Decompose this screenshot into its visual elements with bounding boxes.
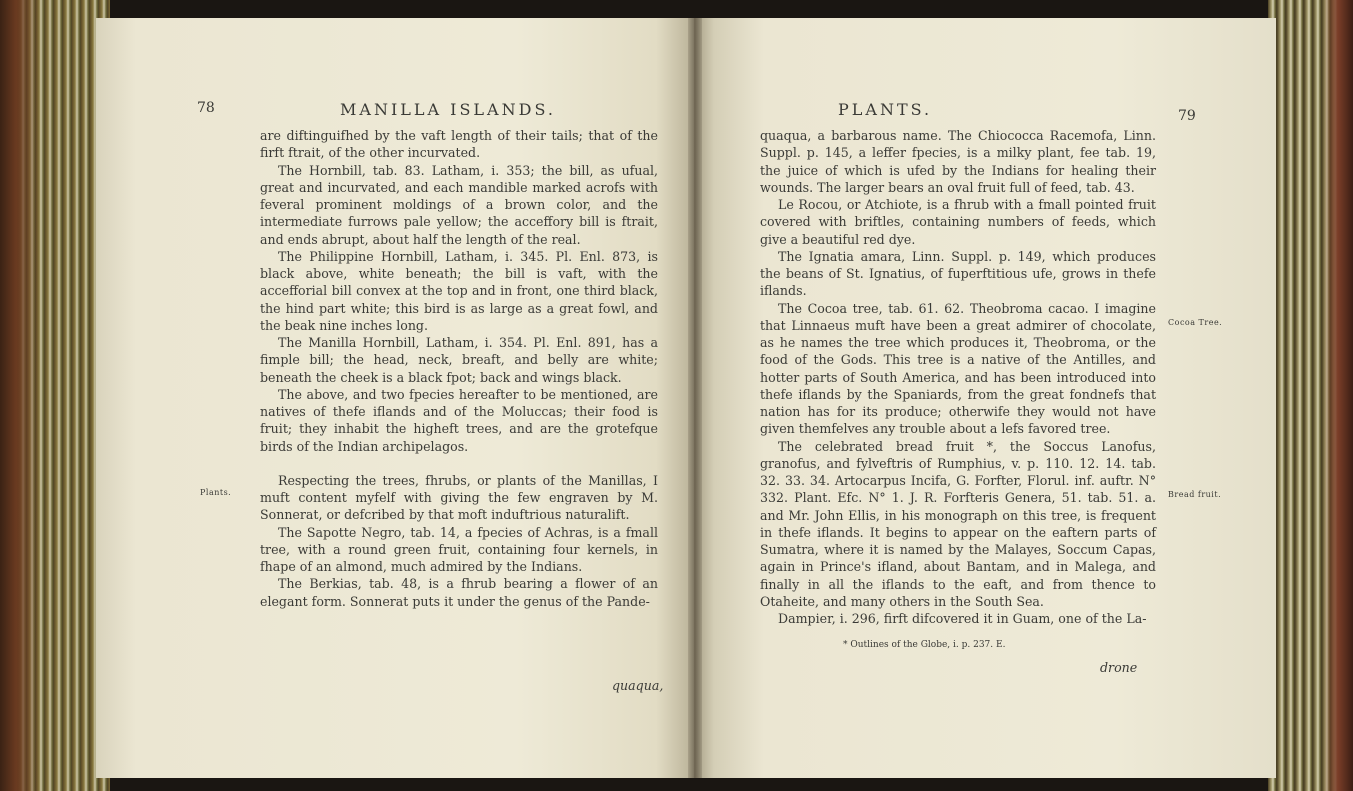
left-running-head: MANILLA ISLANDS. (340, 100, 556, 119)
paragraph: The Sapotte Negro, tab. 14, a fpecies of Achras, is a fmall tree, with a round green fruit, containing four kernels, in fhape of an almond, much admired by the Indians. (260, 524, 658, 574)
paragraph: The Cocoa tree, tab. 61. 62. Theobroma cacao. I imagine that Linnaeus muft have been a great admirer of chocolate, as he names the tree which produces it, Theobroma, or the food of the Gods. This tree is a native of the Antilles, and hotter parts of South America, and has been introduced into thefe iflands by the Spaniards, from the great fondnefs that nation has for its produce; otherwife they would not have given themfelves any trouble about a lefs favored tree. (760, 300, 1156, 437)
left-body-text (260, 127, 658, 610)
right-margin-note-cocoa: Cocoa Tree. (1168, 318, 1223, 327)
paragraph: The Ignatia amara, Linn. Suppl. p. 149, which produces the beans of St. Ignatius, of fuperftitious ufe, grows in thefe iflands. (760, 248, 1156, 299)
paragraph: The Berkias, tab. 48, is a fhrub bearing a flower of an elegant form. Sonnerat puts it under the genus of the Pande- (260, 576, 658, 609)
left-page-number: 78 (197, 100, 215, 116)
right-body-text (760, 127, 1156, 627)
paragraph: The celebrated bread fruit *, the Soccus Lanofus, granofus, and fylveftris of Rumphius, v. p. 110. 12. 14. tab. 32. 33. 34. Artocarpus Incifa, G. Forfter, Florul. inf. auftr. N° 332. Plant. Efc. N° 1. J. R. Forfteris Genera, 51. tab. 51. a. and Mr. John Ellis, in his monograph on this tree, is frequent in thefe iflands. It begins to appear on the eaftern parts of Sumatra, where it is named by the Malayes, Soccum Capas, again in Prince's ifland, about Bantam, and in Malega, and finally in all the iflands to the eaft, and from thence to Otaheite, and many others in the South Sea. (760, 438, 1156, 609)
paragraph: are diftinguifhed by the vaft length of their tails; that of the firft ftrait, of the other incurvated. (260, 128, 658, 161)
paragraph: The Philippine Hornbill, Latham, i. 345. Pl. Enl. 873, is black above, white beneath; the bill is vaft, with the accefforial bill convex at the top and in front, one third black, the hind part white; this bird is as large as a great fowl, and the beak nine inches long. (260, 248, 658, 333)
right-footnote: * Outlines of the Globe, i. p. 237. E. (843, 640, 1006, 650)
paragraph: quaqua, a barbarous name. The Chiococca Racemofa, Linn. Suppl. p. 145, a leffer fpecies, is a milky plant, fee tab. 19, the juice of which is ufed by the Indians for healing their wounds. The larger bears an oval fruit full of feed, tab. 43. (760, 128, 1156, 195)
right-page-edges (1268, 0, 1353, 791)
paragraph: Le Rocou, or Atchiote, is a fhrub with a fmall pointed fruit covered with briftles, containing numbers of feeds, which give a beautiful red dye. (760, 197, 1156, 247)
paragraph: The Hornbill, tab. 83. Latham, i. 353; the bill, as ufual, great and incurvated, and each mandible marked acrofs with feveral prominent moldings of a brown color, and the intermediate furrows pale yellow; the acceffory bill is ftrait, and ends abrupt, about half the length of the real. (260, 162, 658, 247)
right-margin-note-breadfruit: Bread fruit. (1168, 490, 1222, 499)
paragraph: Dampier, i. 296, firft difcovered it in Guam, one of the La- (778, 611, 1147, 626)
paragraph: The above, and two fpecies hereafter to be mentioned, are natives of thefe iflands and of the Moluccas; their food is fruit; they inhabit the higheft trees, and are the grotefque birds of the Indian archipelagos. (260, 386, 658, 454)
left-page-edges (0, 0, 110, 791)
gutter-shadow (688, 18, 702, 778)
right-running-head: PLANTS. (838, 100, 933, 119)
right-catchword: drone (1100, 660, 1138, 675)
left-margin-note: Plants. (200, 488, 232, 497)
paragraph: The Manilla Hornbill, Latham, i. 354. Pl. Enl. 891, has a fimple bill; the head, neck, breaft, and belly are white; beneath the cheek is a black fpot; back and wings black. (260, 335, 658, 385)
right-page-number: 79 (1178, 108, 1196, 124)
left-catchword: quaqua, (612, 678, 664, 693)
paragraph: Respecting the trees, fhrubs, or plants of the Manillas, I muft content myfelf with giving the few engraven by M. Sonnerat, or defcribed by that moft induftrious naturalift. (260, 472, 658, 523)
